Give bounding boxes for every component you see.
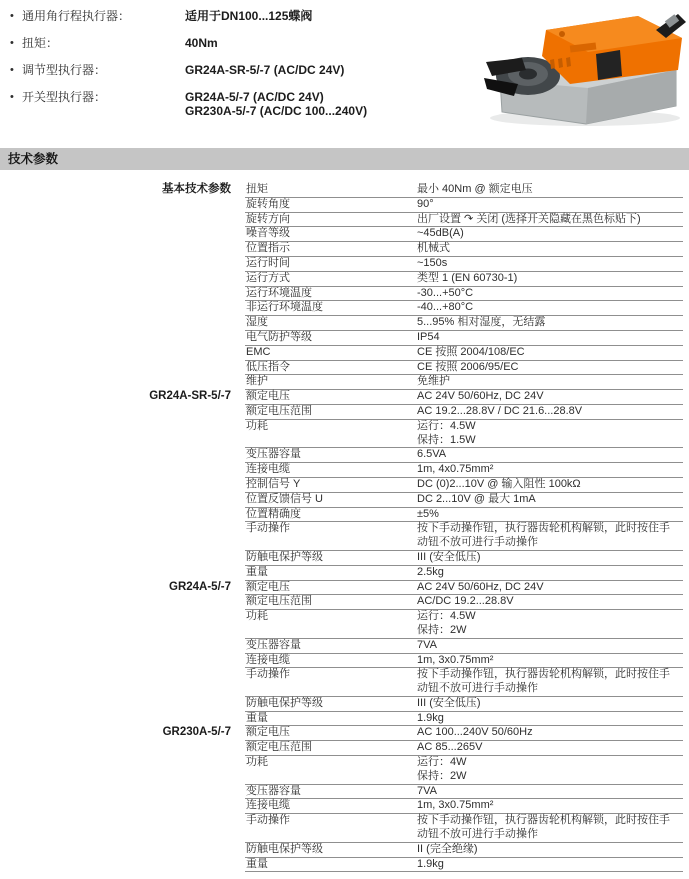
param-name: 额定电压范围 <box>245 595 417 610</box>
value-line: 6.5VA <box>417 448 447 461</box>
bullet-icon: • <box>10 64 14 76</box>
param-name: 旋转方向 <box>245 213 417 228</box>
value-line: 按下手动操作钮，执行器齿轮机构解锁，此时按住手动钮不放可进行手动操作 <box>417 814 670 841</box>
value-line: III (安全低压) <box>417 550 481 563</box>
section-label-spacer <box>0 654 245 669</box>
value-line: AC 24V 50/60Hz, DC 24V <box>417 580 544 593</box>
param-name: EMC <box>245 346 417 361</box>
value-line: 出厂设置 ↷ 关闭 (选择开关隐藏在黑色标贴下) <box>417 212 641 225</box>
param-value <box>417 463 683 478</box>
intro-value: GR230A-5/-7 (AC/DC 100...240V) <box>185 104 368 118</box>
param-name: 手动操作 <box>245 814 417 843</box>
table-row <box>0 405 689 420</box>
param-name: 重量 <box>245 858 417 873</box>
param-name: 额定电压 <box>245 390 417 405</box>
param-name: 防触电保护等级 <box>245 697 417 712</box>
list-item <box>10 90 465 118</box>
param-value <box>417 242 683 257</box>
list-item <box>10 9 465 23</box>
param-value <box>417 213 683 228</box>
value-line: 2.5kg <box>417 565 444 578</box>
table-row <box>0 272 689 287</box>
intro-value-group <box>185 90 367 118</box>
section-label-spacer <box>0 551 245 566</box>
param-value <box>417 799 683 814</box>
table-row <box>0 227 689 242</box>
param-name: 运行方式 <box>245 272 417 287</box>
param-name: 重量 <box>245 712 417 727</box>
value-line: 1m, 4x0.75mm² <box>417 463 494 476</box>
table-row <box>0 257 689 272</box>
table-row <box>0 639 689 654</box>
param-value <box>417 227 683 242</box>
value-line: ~150s <box>417 256 448 269</box>
manual-button <box>559 31 565 37</box>
param-value <box>417 493 683 508</box>
section-label-spacer <box>0 493 245 508</box>
intro-label: 调节型执行器： <box>22 63 107 77</box>
param-value <box>417 478 683 493</box>
param-value <box>417 726 683 741</box>
section-label-spacer <box>0 858 245 873</box>
table-row <box>0 843 689 858</box>
param-value <box>417 610 683 639</box>
param-value <box>417 331 683 346</box>
param-value <box>417 712 683 727</box>
value-line: -40...+80°C <box>417 301 474 314</box>
value-line: 5...95% 相对湿度，无结露 <box>417 316 546 329</box>
value-line: 1m, 3x0.75mm² <box>417 653 494 666</box>
param-name: 手动操作 <box>245 668 417 697</box>
param-name: 湿度 <box>245 316 417 331</box>
intro-label: 开关型执行器： <box>22 90 107 104</box>
table-row <box>0 448 689 463</box>
value-line: 机械式 <box>417 242 450 255</box>
table-row <box>0 712 689 727</box>
value-line: 免维护 <box>417 375 450 388</box>
param-name: 变压器容量 <box>245 639 417 654</box>
section-label-spacer <box>0 785 245 800</box>
param-name: 电气防护等级 <box>245 331 417 346</box>
table-row <box>0 799 689 814</box>
section-label-spacer <box>0 213 245 228</box>
section-label-spacer <box>0 463 245 478</box>
param-value <box>417 272 683 287</box>
param-value <box>417 741 683 756</box>
table-row <box>0 508 689 523</box>
param-value <box>417 756 683 785</box>
table-row <box>0 785 689 800</box>
section-label: 基本技术参数 <box>162 183 231 195</box>
table-row <box>0 287 689 302</box>
table-row <box>0 361 689 376</box>
section-label-spacer <box>0 257 245 272</box>
intro-list <box>10 9 465 131</box>
section-label-spacer <box>0 595 245 610</box>
param-value <box>417 346 683 361</box>
section-label-spacer <box>0 227 245 242</box>
value-line: III (安全低压) <box>417 696 481 709</box>
param-name: 手动操作 <box>245 522 417 551</box>
table-row <box>0 741 689 756</box>
param-name: 扭矩 <box>245 183 417 198</box>
section-label-spacer <box>0 198 245 213</box>
table-row <box>0 331 689 346</box>
section-label-spacer <box>0 741 245 756</box>
param-value <box>417 361 683 376</box>
value-line: 7VA <box>417 638 437 651</box>
intro-value-group <box>185 9 312 23</box>
intro-value-group <box>185 36 218 50</box>
section-label-spacer <box>0 814 245 843</box>
table-row <box>0 493 689 508</box>
intro-value: 适用于DN100...125蝶阀 <box>185 9 313 23</box>
value-line: AC 19.2...28.8V / DC 21.6...28.8V <box>417 404 583 417</box>
value-line: 1.9kg <box>417 857 444 870</box>
table-row <box>0 346 689 361</box>
param-name: 额定电压 <box>245 581 417 596</box>
table-row <box>0 463 689 478</box>
param-value <box>417 858 683 873</box>
value-line: 运行：4W <box>417 756 467 769</box>
section-label-spacer <box>0 843 245 858</box>
table-row <box>0 566 689 581</box>
table-row <box>0 198 689 213</box>
intro-label: 扭矩： <box>22 36 59 50</box>
param-value <box>417 390 683 405</box>
param-name: 低压指令 <box>245 361 417 376</box>
table-row <box>0 610 689 639</box>
section-label-spacer <box>0 639 245 654</box>
table-row <box>0 654 689 669</box>
table-row <box>0 858 689 873</box>
table-row <box>0 316 689 331</box>
section-label-spacer <box>0 242 245 257</box>
param-name: 额定电压 <box>245 726 417 741</box>
section-label-spacer <box>0 697 245 712</box>
value-line: IP54 <box>417 330 440 343</box>
value-line: CE 按照 2004/108/EC <box>417 345 525 358</box>
param-value <box>417 198 683 213</box>
param-value <box>417 522 683 551</box>
section-label-spacer <box>0 522 245 551</box>
value-line: 类型 1 (EN 60730-1) <box>417 271 518 284</box>
table-row <box>0 595 689 610</box>
section-label-spacer <box>0 610 245 639</box>
section-label-spacer <box>0 301 245 316</box>
param-value <box>417 654 683 669</box>
section-label-spacer <box>0 566 245 581</box>
value-line: CE 按照 2006/95/EC <box>417 360 519 373</box>
param-value <box>417 448 683 463</box>
value-line: 保持：2W <box>417 769 467 782</box>
value-line: -30...+50°C <box>417 286 474 299</box>
param-value <box>417 375 683 390</box>
table-row <box>0 301 689 316</box>
param-value <box>417 405 683 420</box>
param-name: 运行环境温度 <box>245 287 417 302</box>
param-value <box>417 508 683 523</box>
table-row <box>0 726 689 741</box>
spec-table <box>0 183 689 872</box>
param-value <box>417 639 683 654</box>
section-label-spacer <box>0 375 245 390</box>
param-value <box>417 316 683 331</box>
value-line: AC/DC 19.2...28.8V <box>417 595 514 608</box>
param-name: 位置指示 <box>245 242 417 257</box>
section-label: GR230A-5/-7 <box>162 726 231 739</box>
value-line: ±5% <box>417 507 439 520</box>
value-line: 按下手动操作钮，执行器齿轮机构解锁，此时按住手动钮不放可进行手动操作 <box>417 668 670 695</box>
intro-value: GR24A-SR-5/-7 (AC/DC 24V) <box>185 63 345 77</box>
section-label-spacer <box>0 405 245 420</box>
param-name: 位置反馈信号 U <box>245 493 417 508</box>
param-value <box>417 843 683 858</box>
table-row <box>0 814 689 843</box>
section-label-spacer <box>0 346 245 361</box>
table-row <box>0 213 689 228</box>
param-value <box>417 785 683 800</box>
section-label-spacer <box>0 508 245 523</box>
section-label-spacer <box>0 478 245 493</box>
value-line: DC 2...10V @ 最大 1mA <box>417 492 536 505</box>
param-name: 控制信号 Y <box>245 478 417 493</box>
param-name: 非运行环境温度 <box>245 301 417 316</box>
section-label-spacer <box>0 448 245 463</box>
section-label-spacer <box>0 316 245 331</box>
param-name: 额定电压范围 <box>245 741 417 756</box>
param-value <box>417 551 683 566</box>
param-name: 变压器容量 <box>245 448 417 463</box>
value-line: 最小 40Nm @ 额定电压 <box>417 183 533 195</box>
table-row <box>0 668 689 697</box>
table-row <box>0 420 689 449</box>
table-row <box>0 242 689 257</box>
param-value <box>417 301 683 316</box>
product-photo-actuator <box>470 0 689 128</box>
section-label: GR24A-SR-5/-7 <box>149 390 231 403</box>
intro-value-group <box>185 63 344 77</box>
value-line: 1m, 3x0.75mm² <box>417 799 494 812</box>
param-name: 连接电缆 <box>245 654 417 669</box>
list-item <box>10 63 465 77</box>
param-name: 维护 <box>245 375 417 390</box>
param-name: 连接电缆 <box>245 463 417 478</box>
param-value <box>417 581 683 596</box>
param-value <box>417 668 683 697</box>
param-name: 防触电保护等级 <box>245 551 417 566</box>
intro-value: 40Nm <box>185 36 218 50</box>
value-line: II (完全绝缘) <box>417 842 478 855</box>
param-name: 功耗 <box>245 610 417 639</box>
table-row <box>0 183 689 198</box>
param-name: 位置精确度 <box>245 508 417 523</box>
section-title: 技术参数 <box>8 152 59 166</box>
value-line: 90° <box>417 197 434 210</box>
table-row <box>0 756 689 785</box>
param-name: 功耗 <box>245 420 417 449</box>
bullet-icon: • <box>10 37 14 49</box>
table-row <box>0 697 689 712</box>
param-name: 运行时间 <box>245 257 417 272</box>
table-row <box>0 375 689 390</box>
table-row <box>0 551 689 566</box>
value-line: AC 85...265V <box>417 741 483 754</box>
list-item <box>10 36 465 50</box>
param-value <box>417 814 683 843</box>
section-label-spacer <box>0 756 245 785</box>
value-line: 7VA <box>417 784 437 797</box>
section-label-spacer <box>0 272 245 287</box>
value-line: ~45dB(A) <box>417 227 464 240</box>
table-row <box>0 478 689 493</box>
param-name: 噪音等级 <box>245 227 417 242</box>
section-label-spacer <box>0 799 245 814</box>
param-value <box>417 697 683 712</box>
intro-value: GR24A-5/-7 (AC/DC 24V) <box>185 90 324 104</box>
section-label-spacer <box>0 420 245 449</box>
table-row <box>0 522 689 551</box>
param-value <box>417 595 683 610</box>
param-value <box>417 183 683 198</box>
section-label-spacer <box>0 287 245 302</box>
value-line: AC 100...240V 50/60Hz <box>417 726 533 739</box>
param-value <box>417 566 683 581</box>
table-row <box>0 390 689 405</box>
param-name: 额定电压范围 <box>245 405 417 420</box>
param-name: 连接电缆 <box>245 799 417 814</box>
value-line: 运行：4.5W <box>417 610 476 623</box>
section-label-spacer <box>0 331 245 346</box>
bullet-icon: • <box>10 10 14 22</box>
table-row <box>0 581 689 596</box>
section-label-spacer <box>0 361 245 376</box>
value-line: 按下手动操作钮，执行器齿轮机构解锁，此时按住手动钮不放可进行手动操作 <box>417 522 670 549</box>
param-value <box>417 287 683 302</box>
section-header-bar <box>0 148 689 170</box>
param-value <box>417 257 683 272</box>
param-name: 防触电保护等级 <box>245 843 417 858</box>
param-name: 功耗 <box>245 756 417 785</box>
section-label-spacer <box>0 668 245 697</box>
value-line: AC 24V 50/60Hz, DC 24V <box>417 390 544 403</box>
value-line: 保持：1.5W <box>417 433 476 446</box>
param-name: 旋转角度 <box>245 198 417 213</box>
value-line: 1.9kg <box>417 711 444 724</box>
bullet-icon: • <box>10 91 14 103</box>
value-line: 保持：2W <box>417 623 467 636</box>
param-value <box>417 420 683 449</box>
param-name: 重量 <box>245 566 417 581</box>
value-line: DC (0)2...10V @ 输入阻性 100kΩ <box>417 477 581 490</box>
section-label-spacer <box>0 712 245 727</box>
cable-clip <box>596 50 622 80</box>
value-line: 运行：4.5W <box>417 419 476 432</box>
section-label: GR24A-5/-7 <box>169 580 231 593</box>
param-name: 变压器容量 <box>245 785 417 800</box>
intro-label: 通用角行程执行器： <box>22 9 131 23</box>
